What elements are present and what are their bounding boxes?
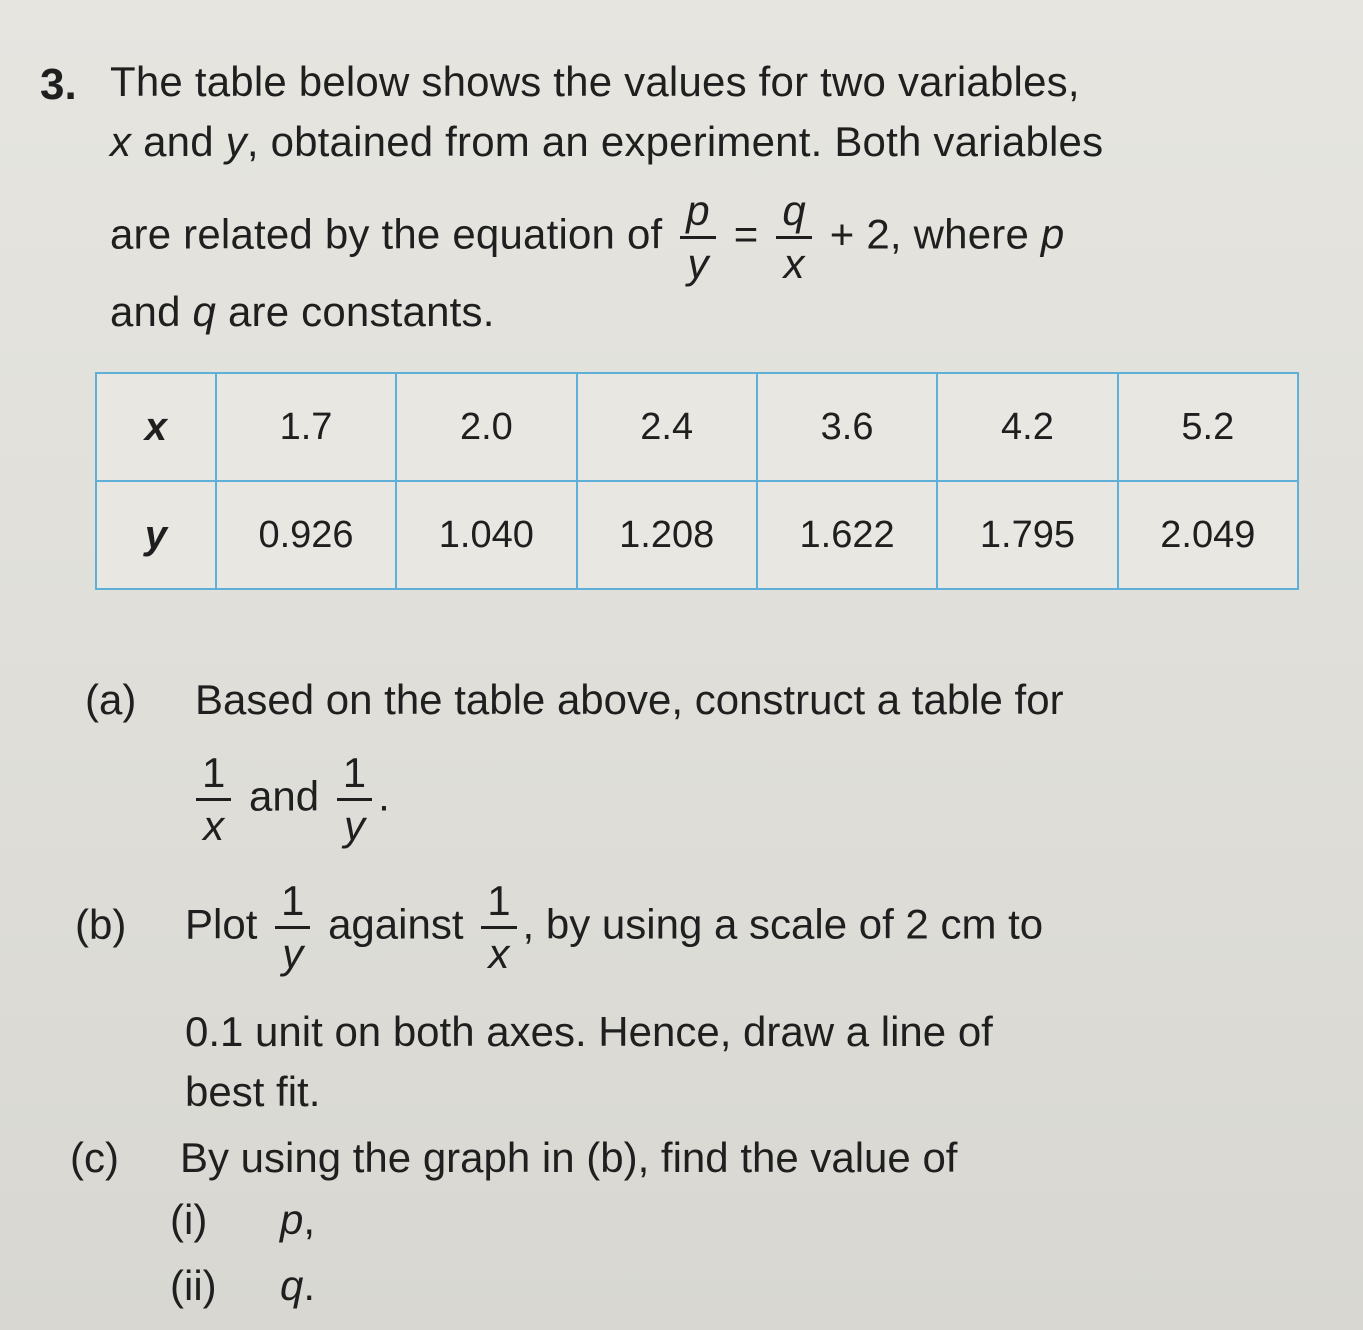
equation-fraction-p-over-y [680, 187, 716, 287]
frac-numerator: 1 [196, 752, 231, 801]
fraction-one-over-y [275, 877, 310, 977]
intro-line-1-text: The table below shows the values for two variables, [110, 58, 1080, 105]
var-p: p [1040, 210, 1065, 258]
table-row-y [96, 481, 1298, 589]
part-b [75, 877, 1044, 977]
frac-denominator: x [783, 240, 805, 287]
equation-plus-two: + 2, [829, 210, 902, 258]
table-cell: 1.7 [216, 373, 396, 481]
part-c [70, 1134, 957, 1182]
part-a-and: and [237, 772, 331, 820]
equation-fraction-q-over-x [776, 187, 812, 287]
part-b-line-2: 0.1 unit on both axes. Hence, draw a line of [185, 1008, 993, 1055]
fraction-one-over-x [481, 877, 516, 977]
part-c-ii-end: . [303, 1262, 316, 1309]
part-c-i-label: (i) [170, 1196, 208, 1243]
part-c-i-var: p [280, 1196, 304, 1243]
fraction-one-over-y [337, 749, 372, 849]
intro-line-2-rest: , obtained from an experiment. Both variables [246, 118, 1104, 165]
table-cell: 1.622 [757, 481, 937, 589]
part-b-rest: , by using a scale of 2 cm to [522, 900, 1044, 948]
intro-line-4-start: and [110, 288, 193, 335]
part-c-ii-var: q [280, 1262, 304, 1309]
part-b-label: (b) [75, 900, 127, 948]
frac-denominator: y [343, 802, 365, 849]
part-a-label: (a) [85, 676, 137, 723]
table-cell: 1.040 [396, 481, 576, 589]
table-cell: 4.2 [937, 373, 1117, 481]
part-b-plot: Plot [185, 900, 270, 948]
intro-line-3-end: where [901, 210, 1041, 258]
frac-denominator: x [203, 802, 225, 849]
row-header-y: y [96, 481, 216, 589]
frac-denominator: y [687, 240, 709, 287]
table-cell: 0.926 [216, 481, 396, 589]
part-c-text: By using the graph in (b), find the value of [180, 1134, 958, 1181]
var-x: x [110, 118, 132, 165]
frac-denominator: y [282, 930, 304, 977]
intro-line-4 [110, 288, 495, 336]
part-b-line-3: best fit. [185, 1068, 321, 1115]
part-c-label: (c) [70, 1134, 119, 1181]
part-c-i-end: , [303, 1196, 316, 1243]
part-b-against: against [316, 900, 476, 948]
question-number: 3. [40, 60, 77, 109]
frac-numerator: 1 [275, 880, 310, 929]
table-cell: 3.6 [757, 373, 937, 481]
row-header-x: x [96, 373, 216, 481]
part-c-ii [170, 1262, 315, 1310]
var-q: q [192, 288, 217, 335]
frac-numerator: 1 [481, 880, 516, 929]
table-cell: 1.208 [577, 481, 757, 589]
table-cell: 1.795 [937, 481, 1117, 589]
intro-line-1 [110, 58, 1080, 106]
table-cell: 2.0 [396, 373, 576, 481]
intro-line-2-mid: and [131, 118, 226, 165]
frac-numerator: 1 [337, 752, 372, 801]
equation-equals: = [733, 210, 759, 258]
table-cell: 5.2 [1118, 373, 1298, 481]
table-cell: 2.4 [577, 373, 757, 481]
table-row-x [96, 373, 1298, 481]
intro-line-2 [110, 118, 1103, 166]
data-table [95, 372, 1299, 590]
frac-numerator: p [680, 190, 716, 239]
frac-numerator: q [776, 190, 812, 239]
var-y: y [225, 118, 247, 165]
table-cell: 2.049 [1118, 481, 1298, 589]
intro-line-4-end: are constants. [216, 288, 495, 335]
part-c-ii-label: (ii) [170, 1262, 217, 1309]
intro-line-3 [110, 187, 1065, 287]
frac-denominator: x [488, 930, 510, 977]
intro-line-3-start: are related by the equation of [110, 210, 663, 258]
part-a-text: Based on the table above, construct a table for [195, 676, 1064, 723]
part-c-i [170, 1196, 315, 1244]
part-a-end: . [378, 772, 390, 820]
fraction-one-over-x [196, 749, 231, 849]
part-a [85, 676, 1064, 724]
part-a-line-2 [190, 749, 390, 849]
